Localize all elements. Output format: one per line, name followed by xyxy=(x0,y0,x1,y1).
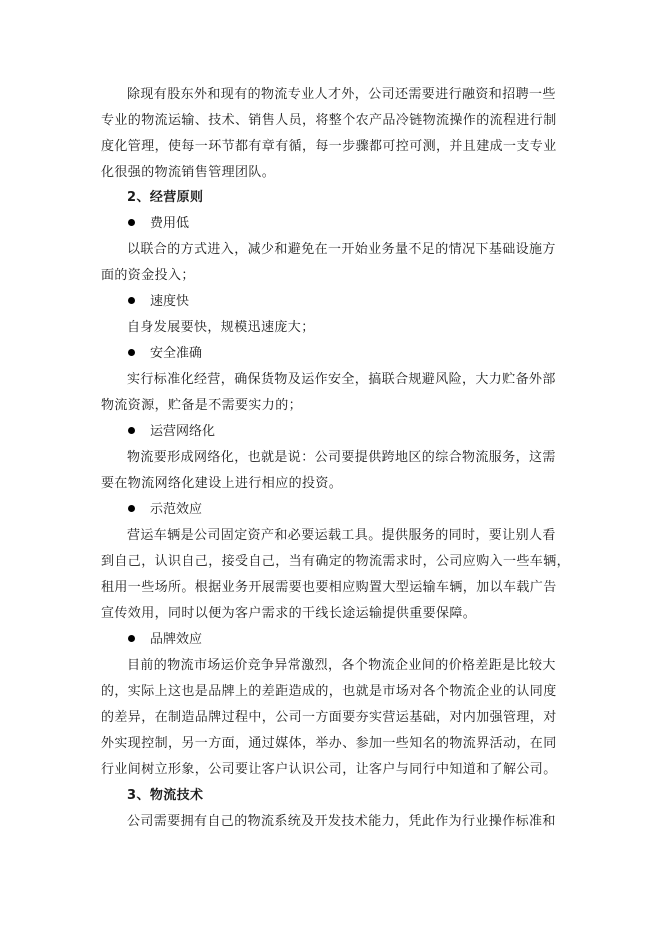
bullet-label: 安全准确 xyxy=(150,346,203,361)
bullet-item xyxy=(128,215,189,233)
paragraph-line: 宣传效用，同时以便为客户需求的干线长途运输提供重要保障。 xyxy=(101,606,477,621)
bullet-label: 示范效应 xyxy=(150,502,203,517)
paragraph-line: 外实现控制，另一方面，通过媒体，举办、参加一些知名的物流界活动，在同 xyxy=(101,736,557,751)
bullet-icon xyxy=(128,349,135,356)
paragraph-line: 目前的物流市场运价竞争异常激烈，各个物流企业间的价格差距是比较大 xyxy=(127,658,556,673)
bullet-icon xyxy=(128,635,135,642)
paragraph-line: 专业的物流运输、技术、销售人员，将整个农产品冷链物流操作的流程进行制 xyxy=(101,113,557,128)
bullet-icon xyxy=(128,427,135,434)
paragraph-line: 到自己，认识自己，接受自己，当有确定的物流需求时，公司应购入一些车辆， xyxy=(101,554,571,569)
section-heading: 3、物流技术 xyxy=(127,788,204,803)
bullet-item xyxy=(128,423,215,441)
bullet-icon xyxy=(128,297,135,304)
bullet-icon xyxy=(128,219,135,226)
paragraph-line: 的，实际上这也是品牌上的差距造成的，也就是市场对各个物流企业的认同度 xyxy=(101,684,557,699)
bullet-label: 费用低 xyxy=(150,216,190,231)
paragraph-line: 的差异，在制造品牌过程中，公司一方面要夯实营运基础，对内加强管理，对 xyxy=(101,710,557,725)
paragraph-line: 行业间树立形象，公司要让客户认识公司，让客户与同行中知道和了解公司。 xyxy=(101,762,557,777)
bullet-item xyxy=(128,293,189,311)
paragraph-line: 营运车辆是公司固定资产和必要运载工具。提供服务的同时，要让别人看 xyxy=(127,528,556,543)
bullet-icon xyxy=(128,505,135,512)
paragraph-line: 要在物流网络化建设上进行相应的投资。 xyxy=(101,476,343,491)
paragraph-line: 面的资金投入； xyxy=(101,268,195,283)
paragraph-line: 度化管理，使每一环节都有章有循，每一步骤都可控可测，并且建成一支专业 xyxy=(101,139,557,154)
paragraph-line: 自身发展要快，规模迅速庞大； xyxy=(127,320,315,335)
paragraph-line: 租用一些场所。根据业务开展需要也要相应购置大型运输车辆，加以车载广告 xyxy=(101,580,557,595)
paragraph-line: 物流要形成网络化，也就是说：公司要提供跨地区的综合物流服务，这需 xyxy=(127,450,556,465)
bullet-label: 速度快 xyxy=(150,294,190,309)
bullet-item xyxy=(128,345,202,363)
paragraph-line: 实行标准化经营，确保货物及运作安全，搞联合规避风险，大力贮备外部 xyxy=(127,372,556,387)
bullet-item xyxy=(128,631,202,649)
bullet-label: 品牌效应 xyxy=(150,632,203,647)
paragraph-line: 除现有股东外和现有的物流专业人才外，公司还需要进行融资和招聘一些 xyxy=(127,87,556,102)
section-heading: 2、经营原则 xyxy=(127,190,204,205)
paragraph-line: 公司需要拥有自己的物流系统及开发技术能力，凭此作为行业操作标准和 xyxy=(127,814,556,829)
bullet-label: 运营网络化 xyxy=(150,424,216,439)
paragraph-line: 化很强的物流销售管理团队。 xyxy=(101,165,276,180)
paragraph-line: 以联合的方式进入，减少和避免在一开始业务量不足的情况下基础设施方 xyxy=(127,242,556,257)
bullet-item xyxy=(128,501,202,519)
paragraph-line: 物流资源，贮备是不需要实力的； xyxy=(101,398,303,413)
